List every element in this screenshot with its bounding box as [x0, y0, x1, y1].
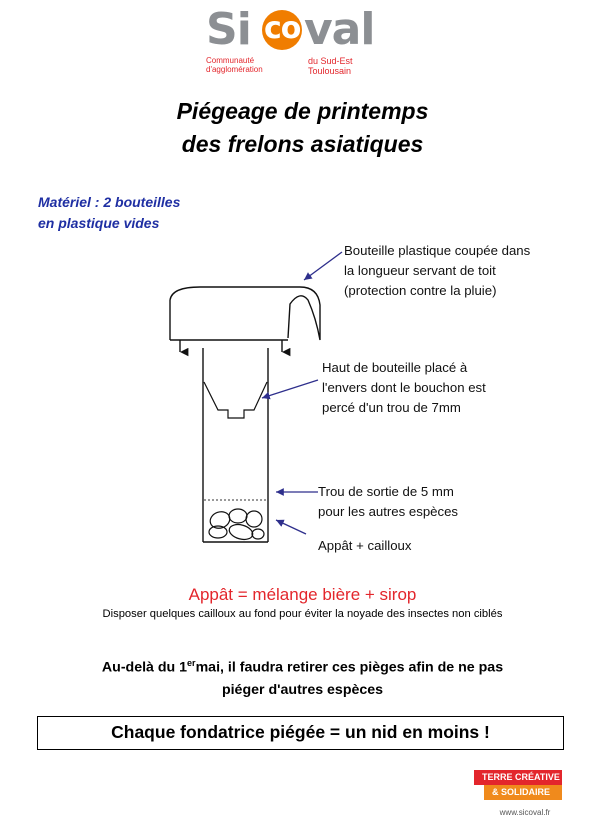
label-funnel-line-1: Haut de bouteille placé à: [322, 360, 468, 375]
roof-bottle: [170, 287, 320, 352]
bait-note: Disposer quelques cailloux au fond pour éviter la noyade des insectes non ciblés: [102, 608, 503, 620]
logo-subtitle-right-2: Toulousain: [308, 66, 352, 76]
label-funnel-line-3: percé d'un trou de 7mm: [322, 400, 461, 415]
logo-subtitle-left-2: d'agglomération: [206, 65, 263, 74]
sicoval-logo: [200, 4, 390, 80]
warning-line-1-start: Au-delà du 1: [101, 659, 188, 676]
logo-text-co: co: [264, 11, 301, 46]
terre-creative-badge: [474, 770, 562, 800]
page-title-line-1: Piégeage de printemps: [176, 98, 429, 124]
label-roof-line-2: la longueur servant de toit: [344, 263, 496, 278]
stones: [208, 509, 264, 542]
label-roof: [344, 241, 530, 301]
warning-superscript: er: [187, 658, 196, 668]
logo-subtitle-left-1: Communauté: [206, 56, 255, 65]
materials-note: [38, 192, 258, 234]
materials-line-2: en plastique vides: [38, 215, 160, 231]
label-exit-line-2: pour les autres espèces: [318, 504, 459, 519]
warning-text: [0, 652, 605, 701]
logo-text-val: val: [304, 4, 375, 55]
label-roof-line-3: (protection contre la pluie): [344, 283, 497, 298]
label-exit-line-1: Trou de sortie de 5 mm: [318, 484, 454, 499]
logo-subtitle-right-1: du Sud-Est: [308, 56, 353, 66]
website-url: www.sicoval.fr: [499, 808, 551, 817]
page-title: [0, 95, 605, 161]
label-bait: Appât + cailloux: [318, 538, 412, 553]
label-funnel-line-2: l'envers dont le bouchon est: [322, 380, 486, 395]
label-funnel: [322, 358, 486, 418]
logo-subtitle-left: [206, 56, 263, 74]
badge-line-1: TERRE CRÉATIVE: [474, 770, 562, 785]
warning-line-1: [0, 652, 605, 679]
inverted-funnel: [204, 382, 267, 418]
page-title-line-2: des frelons asiatiques: [181, 131, 424, 157]
materials-line-1: Matériel : 2 bouteilles: [38, 194, 181, 210]
badge-line-2: & SOLIDAIRE: [484, 785, 562, 800]
logo-text-si: Si: [206, 4, 251, 55]
warning-line-1-end: mai, il faudra retirer ces pièges afin de ne pas: [195, 659, 504, 676]
slogan-box: Chaque fondatrice piégée = un nid en moins !: [37, 716, 564, 750]
logo-subtitle-right: [308, 56, 353, 76]
warning-line-2: piéger d'autres espèces: [221, 681, 384, 698]
bait-headline: Appât = mélange bière + sirop: [188, 585, 417, 604]
label-exit-hole: [318, 482, 458, 522]
label-roof-line-1: Bouteille plastique coupée dans: [344, 243, 531, 258]
